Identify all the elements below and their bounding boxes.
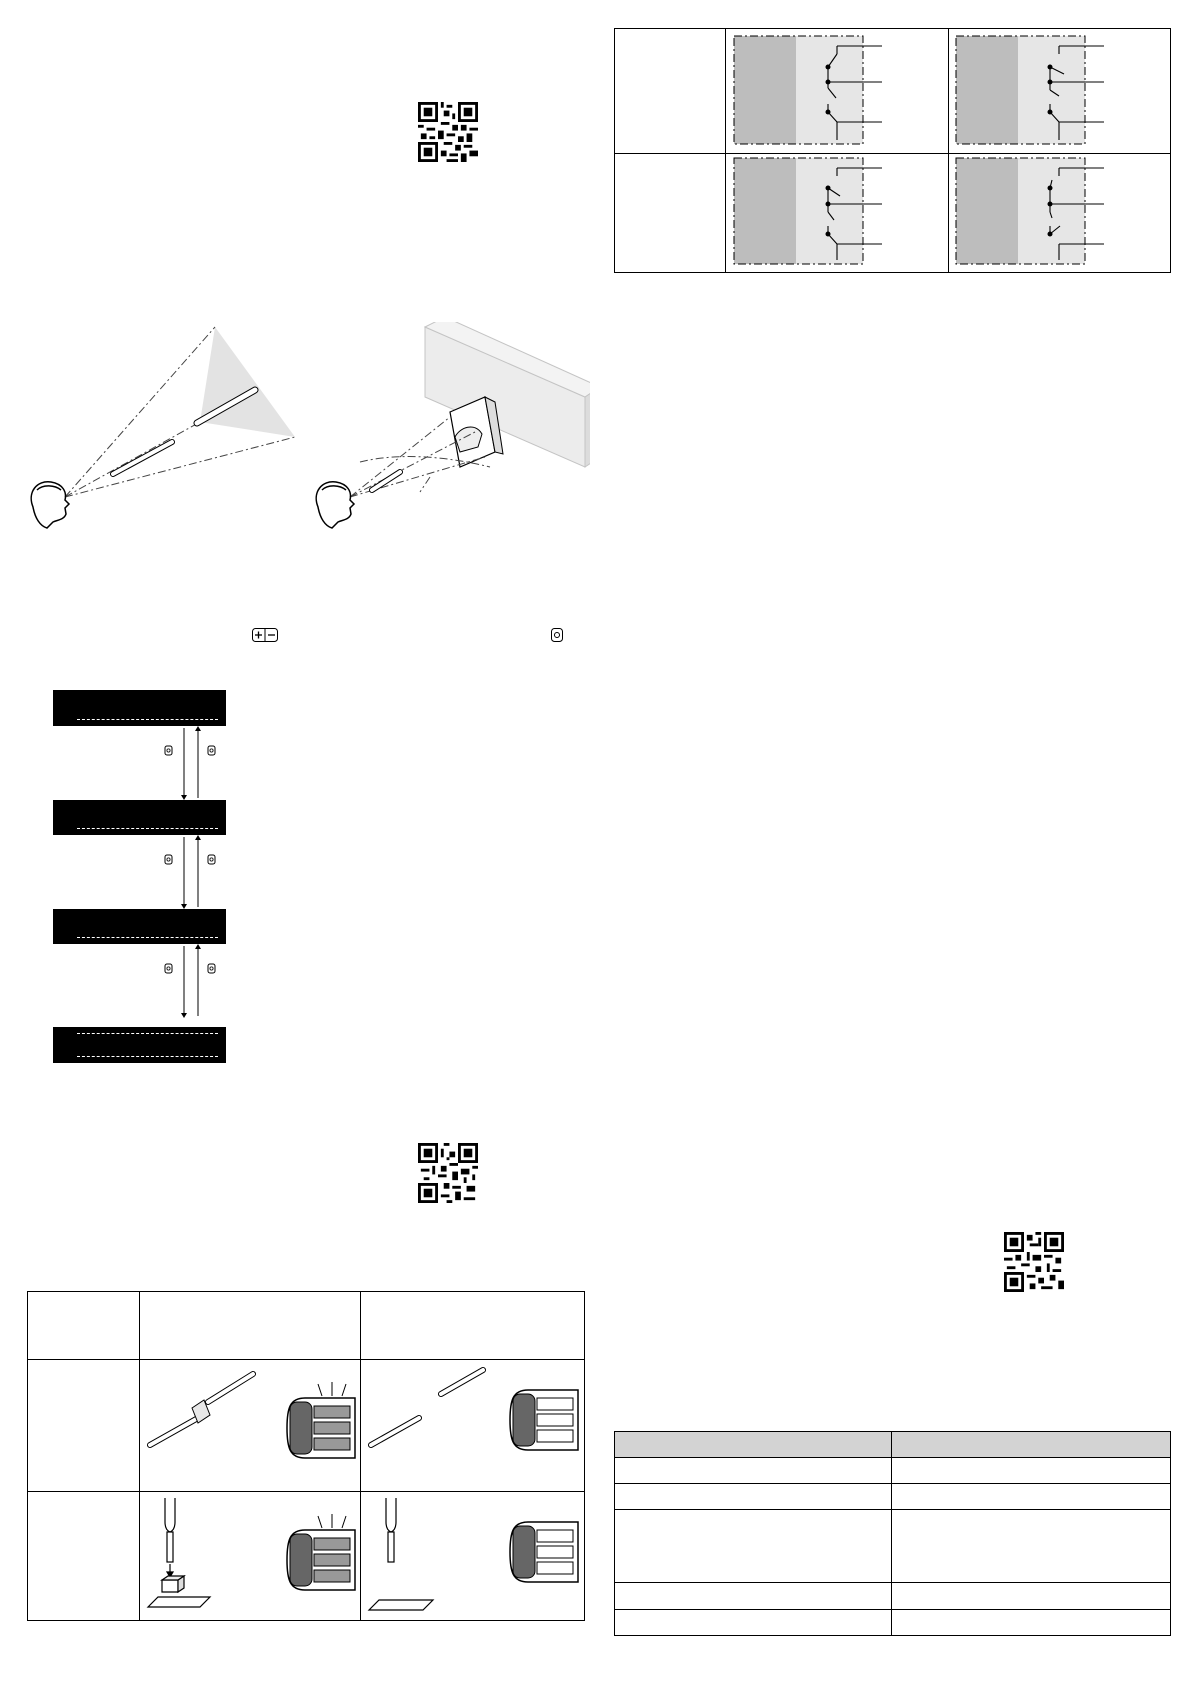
led-panel-off-icon — [510, 1522, 578, 1582]
contact-diagram-2 — [952, 32, 1168, 150]
contact-diagram-4 — [952, 156, 1168, 270]
menu-screen-3 — [53, 909, 226, 944]
contact-state-table — [614, 28, 1171, 273]
cylinder-actuator-absent-illustration — [361, 1360, 583, 1491]
led-panel-lit-icon — [287, 1514, 355, 1590]
menu-screen-4 — [53, 1027, 226, 1063]
spec-table — [614, 1431, 1171, 1636]
menu-arrows-1 — [108, 726, 218, 800]
menu-arrows-3 — [108, 944, 218, 1018]
menu-arrows-2 — [108, 835, 218, 909]
menu-screen-1 — [53, 690, 226, 726]
person-head-icon — [316, 482, 354, 528]
qr-code-top — [418, 102, 478, 162]
cylinder-actuator-view-illustration — [25, 322, 305, 532]
qr-code-right — [1004, 1232, 1064, 1292]
led-panel-lit-icon — [287, 1382, 355, 1458]
set-button-icon — [551, 628, 563, 642]
sensor-rod — [113, 442, 172, 474]
qr-code-middle — [418, 1143, 478, 1203]
fork-object-absent-illustration — [361, 1492, 583, 1621]
plus-minus-button-icon — [252, 628, 278, 642]
contact-diagram-3 — [730, 156, 946, 270]
qr-code-graphic — [418, 102, 478, 162]
menu-navigation-diagram — [53, 690, 228, 1068]
contact-diagram-1 — [730, 32, 946, 150]
sensor-rod — [372, 472, 400, 490]
sensor-mounting-view-illustration — [310, 322, 590, 532]
person-head-icon — [31, 482, 69, 528]
cylinder-actuator-detected-illustration — [140, 1360, 360, 1491]
actuator-table — [27, 1291, 585, 1621]
menu-screen-2 — [53, 800, 226, 835]
led-panel-off-icon — [510, 1390, 578, 1450]
fork-object-detected-illustration — [140, 1492, 360, 1621]
